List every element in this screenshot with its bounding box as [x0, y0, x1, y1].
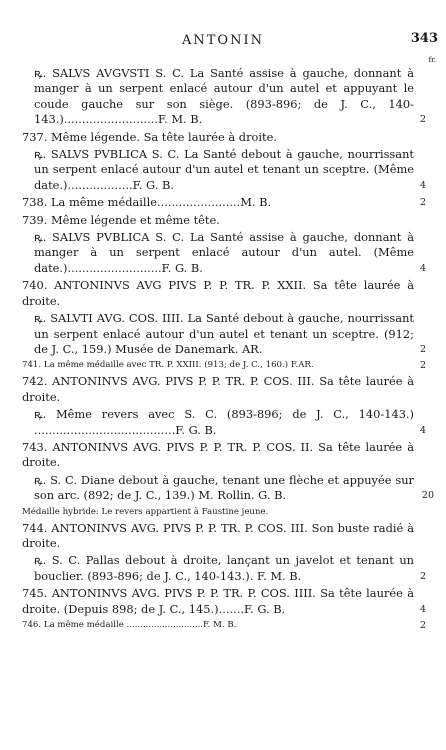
entry-text: 743. ANTONINVS AVG. PIVS P. P. TR. P. COS. II. Sa tête laurée à droite. [22, 439, 414, 470]
catalogue-entry [22, 440, 414, 471]
catalogue-entry [22, 506, 414, 519]
catalogue-entry [22, 147, 426, 193]
entry-text: ꝶ. SALVTI AVG. COS. IIII. La Santé debout à gauche, nourrissant un serpent enlacé autour d'un autel et tenant un sceptre. (912; de J. C., 159.) Musée de Danemark. AR. [34, 311, 414, 356]
catalogue-entry [22, 619, 426, 632]
catalogue-entry [22, 195, 426, 210]
entry-text: ꝶ. SALVS AVGVSTI S. C. La Santé assise à gauche, donnant à manger à un serpent enlacé autour d'un autel et appuyant le coude gauche sur son siège. (893-896; de J. C., 140-143.)..........................F. M. B. [34, 66, 414, 127]
running-title: ANTONIN [182, 33, 264, 48]
entry-price: 2 [419, 197, 426, 209]
entry-text: Médaille hybride: Le revers appartient à Faustine jeune. [22, 506, 269, 517]
entry-price: 4 [419, 424, 426, 436]
catalogue-entry [22, 213, 414, 228]
catalogue-entry [22, 472, 434, 504]
entry-text: ꝶ. SALVS PVBLICA S. C. La Santé debout à gauche, nourrissant un serpent enlacé autour d'un autel et tenant un sceptre. (Même date.)..................F. G. B. [34, 147, 414, 192]
entry-price: 4 [419, 262, 426, 274]
catalogue-entry [22, 230, 426, 276]
entry-text: ꝶ. S. C. Diane debout à gauche, tenant une flèche et appuyée sur son arc. (892; de J. C., 139.) M. Rollin. G. B. [34, 472, 414, 503]
entry-text: 746. La même médaille ............................F. M. B. [22, 620, 237, 630]
page-number: 343 [410, 31, 438, 46]
entry-price: 4 [419, 179, 426, 191]
catalogue-entry [22, 521, 414, 552]
entry-text: 744. ANTONINVS AVG. PIVS P. P. TR. P. COS. III. Son buste radié à droite. [22, 520, 414, 550]
entry-text: 742. ANTONINVS AVG. PIVS P. P. TR. P. COS. III. Sa tête laurée à droite. [22, 374, 414, 404]
entry-price: 2 [419, 570, 426, 582]
entry-price: 2 [419, 343, 426, 355]
catalogue-entry [22, 130, 414, 145]
entry-price: 2 [419, 360, 426, 372]
entry-text: 741. La même médaille avec TR. P. XXIII. (913; de J. C., 160.) F.AR. [22, 360, 314, 371]
entry-text: 737. Même légende. Sa tête laurée à droite. [22, 129, 277, 144]
catalogue-entry [22, 374, 414, 405]
entry-text: ꝶ. S. C. Pallas debout à droite, lançant un javelot et tenant un bouclier. (893-896; de J. C., 140-143.). F. M. B. [34, 553, 414, 583]
entry-text: ꝶ. SALVS PVBLICA S. C. La Santé assise à gauche, donnant à manger à un serpent enlacé autour d'un autel. (Même date.)..........................F. G. B. [34, 230, 414, 275]
catalogue-entry [22, 553, 426, 584]
catalogue-entry [22, 66, 426, 128]
entry-price: 4 [419, 603, 426, 615]
entry-text: 738. La même médaille.......................M. B. [22, 195, 272, 210]
entry-text: ꝶ. Même revers avec S. C. (893-896; de J. C., 140-143.) .......................................F. G. B. [34, 407, 414, 437]
entry-text: 745. ANTONINVS AVG. PIVS P. P. TR. P. COS. IIII. Sa tête laurée à droite. (Depuis 898; de J. C., 145.).......F. G. B. [22, 586, 414, 616]
entry-price: 2 [419, 114, 426, 126]
catalogue-entry [22, 278, 414, 309]
catalogue-entry [22, 407, 426, 438]
price-unit-label: fr. [428, 56, 436, 64]
catalogue-entry [22, 586, 426, 617]
catalogue-entry [22, 311, 426, 357]
catalogue-entry [22, 359, 426, 372]
entry-text: 740. ANTONINVS AVG PIVS P. P. TR. P. XXII. Sa tête laurée à droite. [22, 278, 414, 308]
entry-text: 739. Même légende et même tête. [22, 212, 220, 227]
entry-price: 2 [419, 620, 426, 631]
entry-price: 20 [421, 490, 434, 502]
catalogue-entries [22, 66, 434, 634]
